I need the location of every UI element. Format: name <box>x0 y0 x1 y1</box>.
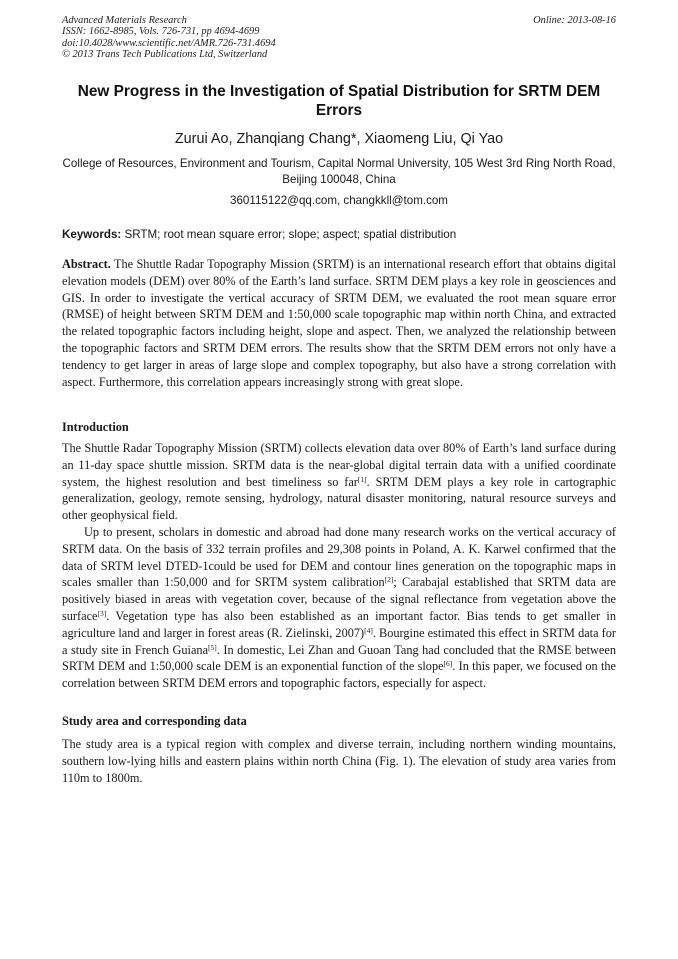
intro-p1-text-a: The Shuttle Radar Topography Mission (SRTM) collects elevation data over 80% of Earth’s land surface during an 11-day space shuttle mission. SRTM data is the near-global digital terrain data with a unified coordinate system, the highest resolution and best timeliness so far <box>62 441 616 489</box>
abstract-label: Abstract. <box>62 257 111 271</box>
intro-p2-text-e: . In domestic, Lei Zhan and Guoan Tang had concluded that the RMSE between SRTM DEM and 1:50,000 scale DEM is an exponential function of the slope <box>62 642 616 674</box>
citation-5[interactable]: [5] <box>208 642 217 652</box>
intro-p2-text-d: . Bourgine estimated this effect in SRTM data for a study site in French Guiana <box>62 625 616 657</box>
intro-p1-text-b: . SRTM DEM plays a key role in cartographic generalization, geology, remote sensing, hydrology, natural disaster monitoring, natural resource surveys and other geophysical field. <box>62 474 616 523</box>
introduction-paragraph-1 <box>62 440 616 524</box>
introduction-body <box>62 440 616 692</box>
citation-1[interactable]: [1] <box>357 474 367 484</box>
journal-doi: doi:10.4028/www.scientific.net/AMR.726-731.4694 <box>62 37 276 49</box>
journal-name: Advanced Materials Research <box>62 15 187 26</box>
intro-p2-text-b: ; Carabajal established that SRTM data are positively biased in areas with vegetation cover, because of the signal reflectance from vegetation above the surface <box>62 575 616 623</box>
citation-3[interactable]: [3] <box>97 608 107 618</box>
keywords-text: SRTM; root mean square error; slope; aspect; spatial distribution <box>124 228 457 241</box>
introduction-paragraph-2 <box>62 524 616 692</box>
journal-issn: ISSN: 1662-8985, Vols. 726-731, pp 4694-4699 <box>62 26 260 38</box>
keywords-label: Keywords: <box>62 228 122 241</box>
study-area-paragraph: The study area is a typical region with complex and diverse terrain, including northern winding mountains, southern low-lying hills and eastern plains within north China (Fig. 1). The elevation of study area varies from 110m to 1800m. <box>62 737 616 785</box>
paper-title: New Progress in the Investigation of Spatial Distribution for SRTM DEM Errors <box>77 83 601 119</box>
online-date: Online: 2013-08-16 <box>533 15 616 26</box>
citation-2[interactable]: [2] <box>384 575 394 585</box>
study-area-heading: Study area and corresponding data <box>62 714 247 728</box>
abstract <box>62 256 616 390</box>
affiliation: College of Resources, Environment and Tourism, Capital Normal University, 105 West 3rd Ring North Road, Beijing 100048, China <box>62 157 616 186</box>
keywords-line <box>62 227 616 242</box>
intro-p2-text-f: . In this paper, we focused on the correlation between SRTM DEM errors and topographic factors, especially for aspect. <box>62 659 616 691</box>
introduction-heading: Introduction <box>62 420 129 434</box>
intro-p2-text-c: . Vegetation type has also been established as an important factor. Bias tends to get smaller in agriculture land and larger in forest areas (R. Zielinski, 2007) <box>62 608 616 640</box>
contact-emails: 360115122@qq.com, changkkll@tom.com <box>230 194 448 207</box>
journal-copyright: © 2013 Trans Tech Publications Ltd, Switzerland <box>62 49 268 61</box>
journal-header <box>62 15 482 61</box>
author-list: Zurui Ao, Zhanqiang Chang*, Xiaomeng Liu, Qi Yao <box>174 131 504 147</box>
intro-p2-text-a: Up to present, scholars in domestic and abroad had done many research works on the vertical accuracy of SRTM data. On the basis of 332 terrain profiles and 29,308 points in Poland, A. K. Karwel confirmed that the data of SRTM level DTED-1could be used for DEM and contour lines generation on the topographic maps in scales smaller than 1:50,000 and for SRTM system calibration <box>62 524 616 590</box>
citation-4[interactable]: [4] <box>364 625 373 635</box>
abstract-text: The Shuttle Radar Topography Mission (SRTM) is an international research effort that obtains digital elevation models (DEM) over 80% of the Earth’s land surface. SRTM DEM plays a key role in geosciences and GIS. In order to investigate the vertical accuracy of SRTM DEM, we evaluated the root mean square error (RMSE) of height between SRTM DEM and 1:50,000 scale topographic map within north China, and extracted the related topographic factors including height, slope and aspect. Then, we analyzed the relationship between the topographic factors and SRTM DEM errors. The results show that the SRTM DEM errors not only have a tendency to get larger in areas of large slope and complex topography, but also have a strong correlation with aspect. Furthermore, this correlation appears increasingly strong with great slope. <box>62 257 616 389</box>
citation-6[interactable]: [6] <box>443 659 453 669</box>
